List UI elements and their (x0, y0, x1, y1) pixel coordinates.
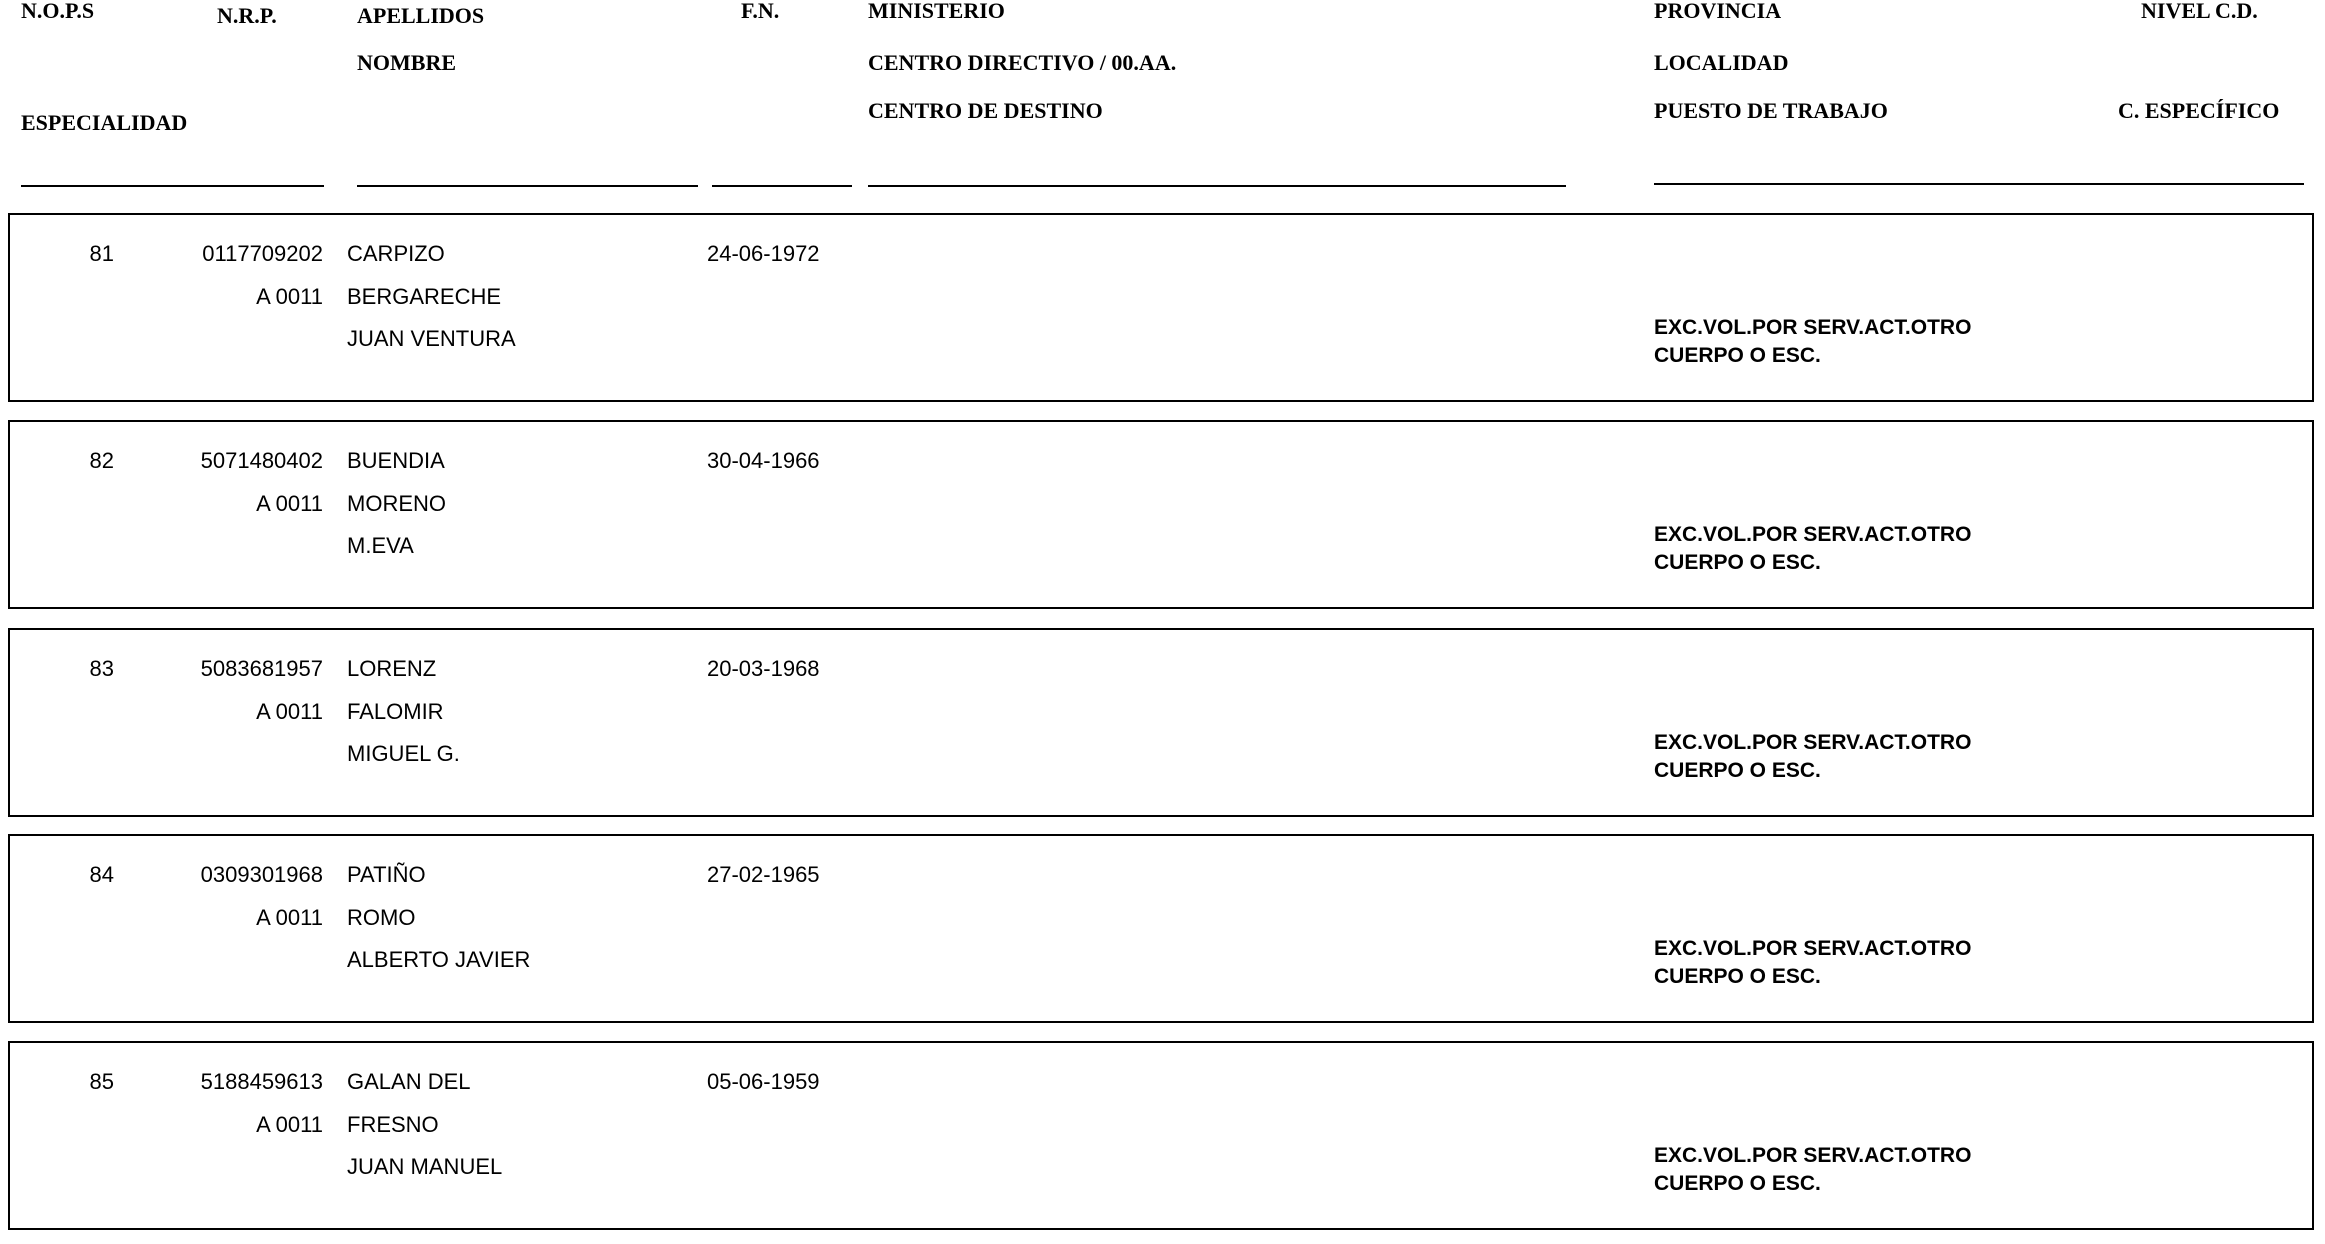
header-ministerio: MINISTERIO (868, 0, 1005, 23)
record-nrp: 5083681957 (200, 656, 323, 681)
record-puesto-line2: CUERPO O ESC. (1654, 965, 1821, 988)
record-cuerpo: A 0011 (256, 1112, 323, 1137)
record-apellido1: CARPIZO (347, 241, 445, 266)
record-fn: 30-04-1966 (707, 448, 820, 473)
header-rule-3 (712, 185, 852, 187)
record-nombre: JUAN VENTURA (347, 326, 516, 351)
record-apellido1: LORENZ (347, 656, 437, 681)
header-rule-4 (868, 185, 1566, 187)
header-especialidad: ESPECIALIDAD (21, 110, 188, 135)
record-puesto-line1: EXC.VOL.POR SERV.ACT.OTRO (1654, 316, 1972, 339)
record-cuerpo: A 0011 (256, 491, 323, 516)
header-puesto: PUESTO DE TRABAJO (1654, 98, 1888, 123)
header-rule-1 (21, 185, 324, 187)
header-nombre: NOMBRE (357, 50, 456, 75)
record-nops: 82 (89, 448, 114, 473)
record-nrp: 0309301968 (200, 862, 323, 887)
record-cuerpo: A 0011 (256, 699, 323, 724)
header-centro-destino: CENTRO DE DESTINO (868, 98, 1103, 123)
record-box (8, 213, 2314, 402)
header-nivel: NIVEL C.D. (2141, 0, 2258, 23)
record-nrp: 5071480402 (200, 448, 323, 473)
record-box (8, 834, 2314, 1023)
header-nops: N.O.P.S (21, 0, 95, 23)
record-apellido1: GALAN DEL (347, 1069, 471, 1094)
record-apellido1: PATIÑO (347, 862, 426, 887)
record-apellido2: FALOMIR (347, 699, 444, 724)
record-puesto-line2: CUERPO O ESC. (1654, 759, 1821, 782)
header-localidad: LOCALIDAD (1654, 50, 1789, 75)
record-nombre: ALBERTO JAVIER (347, 947, 531, 972)
header-rule-5 (1654, 183, 2304, 185)
record-puesto (1654, 521, 1971, 577)
record-nombre: JUAN MANUEL (347, 1154, 503, 1179)
record-puesto (1654, 314, 1971, 370)
record-nops: 81 (89, 241, 114, 266)
header-fn: F.N. (741, 0, 780, 23)
record-fn: 24-06-1972 (707, 241, 820, 266)
header-apellidos: APELLIDOS (357, 3, 485, 28)
record-nombre: MIGUEL G. (347, 741, 460, 766)
record-fn: 05-06-1959 (707, 1069, 820, 1094)
header-provincia: PROVINCIA (1654, 0, 1782, 23)
record-puesto (1654, 1142, 1971, 1198)
record-nops: 83 (89, 656, 114, 681)
header-centro-directivo: CENTRO DIRECTIVO / 00.AA. (868, 50, 1177, 75)
record-puesto-line1: EXC.VOL.POR SERV.ACT.OTRO (1654, 731, 1972, 754)
record-puesto-line2: CUERPO O ESC. (1654, 1172, 1821, 1195)
record-apellido1: BUENDIA (347, 448, 445, 473)
record-nombre: M.EVA (347, 533, 414, 558)
record-box (8, 1041, 2314, 1230)
record-nrp: 0117709202 (202, 241, 323, 266)
record-apellido2: MORENO (347, 491, 446, 516)
record-nops: 85 (89, 1069, 114, 1094)
record-puesto (1654, 729, 1971, 785)
record-apellido2: FRESNO (347, 1112, 439, 1137)
header-c-especifico: C. ESPECÍFICO (2118, 98, 2280, 123)
record-puesto-line1: EXC.VOL.POR SERV.ACT.OTRO (1654, 523, 1972, 546)
record-apellido2: BERGARECHE (347, 284, 502, 309)
record-puesto (1654, 935, 1971, 991)
record-box (8, 420, 2314, 609)
record-cuerpo: A 0011 (256, 905, 323, 930)
record-fn: 27-02-1965 (707, 862, 820, 887)
record-puesto-line1: EXC.VOL.POR SERV.ACT.OTRO (1654, 937, 1972, 960)
record-puesto-line2: CUERPO O ESC. (1654, 551, 1821, 574)
record-apellido2: ROMO (347, 905, 416, 930)
record-cuerpo: A 0011 (256, 284, 323, 309)
record-puesto-line2: CUERPO O ESC. (1654, 344, 1821, 367)
record-box (8, 628, 2314, 817)
header-rule-2 (357, 185, 698, 187)
record-nrp: 5188459613 (200, 1069, 323, 1094)
header-nrp: N.R.P. (217, 3, 277, 28)
record-puesto-line1: EXC.VOL.POR SERV.ACT.OTRO (1654, 1144, 1972, 1167)
record-fn: 20-03-1968 (707, 656, 820, 681)
record-nops: 84 (89, 862, 114, 887)
